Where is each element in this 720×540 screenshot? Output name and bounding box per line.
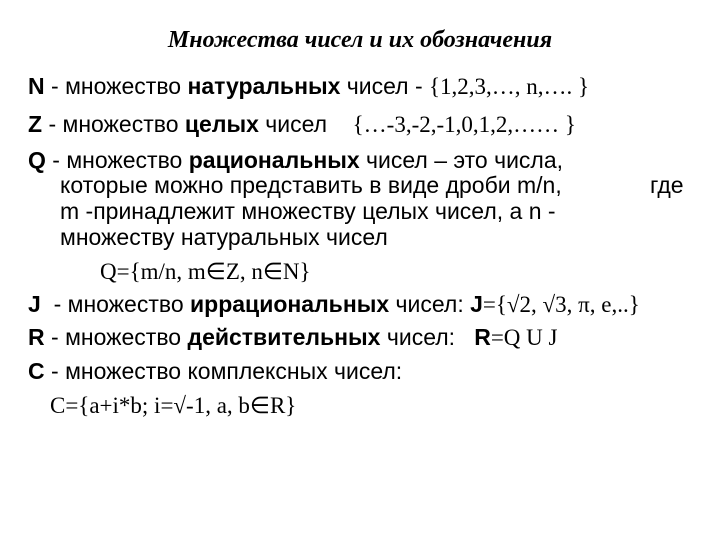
line-integer — [28, 110, 576, 139]
line-rational-4: множеству натуральных чисел — [60, 224, 388, 250]
letter-c: C — [28, 358, 45, 384]
line-rational-3: m -принадлежит множеству целых чисел, а n - — [60, 198, 556, 224]
letter-r: R — [28, 324, 45, 350]
text: - множество — [42, 111, 185, 137]
text: чисел: — [380, 324, 475, 350]
text: - множество — [45, 147, 189, 173]
complex-set-formula: C={a+i*b; i=√-1, a, b∈R} — [50, 393, 297, 418]
text: - множество комплексных чисел: — [44, 358, 403, 384]
set-symbol-r: R — [474, 324, 491, 350]
letter-q: Q — [28, 147, 46, 173]
line-rational — [28, 146, 563, 174]
letter-z: Z — [28, 111, 43, 137]
term-irrational: иррациональных — [190, 291, 390, 317]
set-irrational: ={√2, √3, π, e,..} — [482, 292, 640, 317]
rational-set-formula: Q={m/n, m∈Z, n∈N} — [100, 259, 311, 284]
term-real: действительных — [187, 324, 381, 350]
term-rational: рациональных — [188, 147, 360, 173]
term-integer: целых — [184, 111, 259, 137]
line-rational-2: которые можно представить в виде дроби m/n, — [60, 172, 562, 198]
set-natural: {1,2,3,…, n,…. } — [429, 74, 590, 99]
text: - множество — [40, 291, 191, 317]
text: чисел — [258, 111, 353, 137]
text: - множество — [44, 324, 188, 350]
text: чисел - — [340, 73, 430, 99]
line-irrational — [28, 290, 640, 319]
text: чисел – это числа, — [359, 147, 564, 173]
text: чисел: — [389, 291, 471, 317]
line-real — [28, 323, 557, 352]
set-symbol-j: J — [470, 291, 483, 317]
line-natural — [28, 72, 589, 101]
set-integer: {…-3,-2,-1,0,1,2,…… } — [352, 112, 576, 137]
set-real: =Q U J — [490, 325, 558, 350]
letter-n: N — [28, 73, 45, 99]
text: - множество — [44, 73, 188, 99]
page-title: Множества чисел и их обозначения — [167, 27, 553, 53]
letter-j: J — [28, 291, 41, 317]
word-where: где — [650, 172, 684, 198]
line-complex — [28, 357, 402, 385]
term-natural: натуральных — [187, 73, 341, 99]
